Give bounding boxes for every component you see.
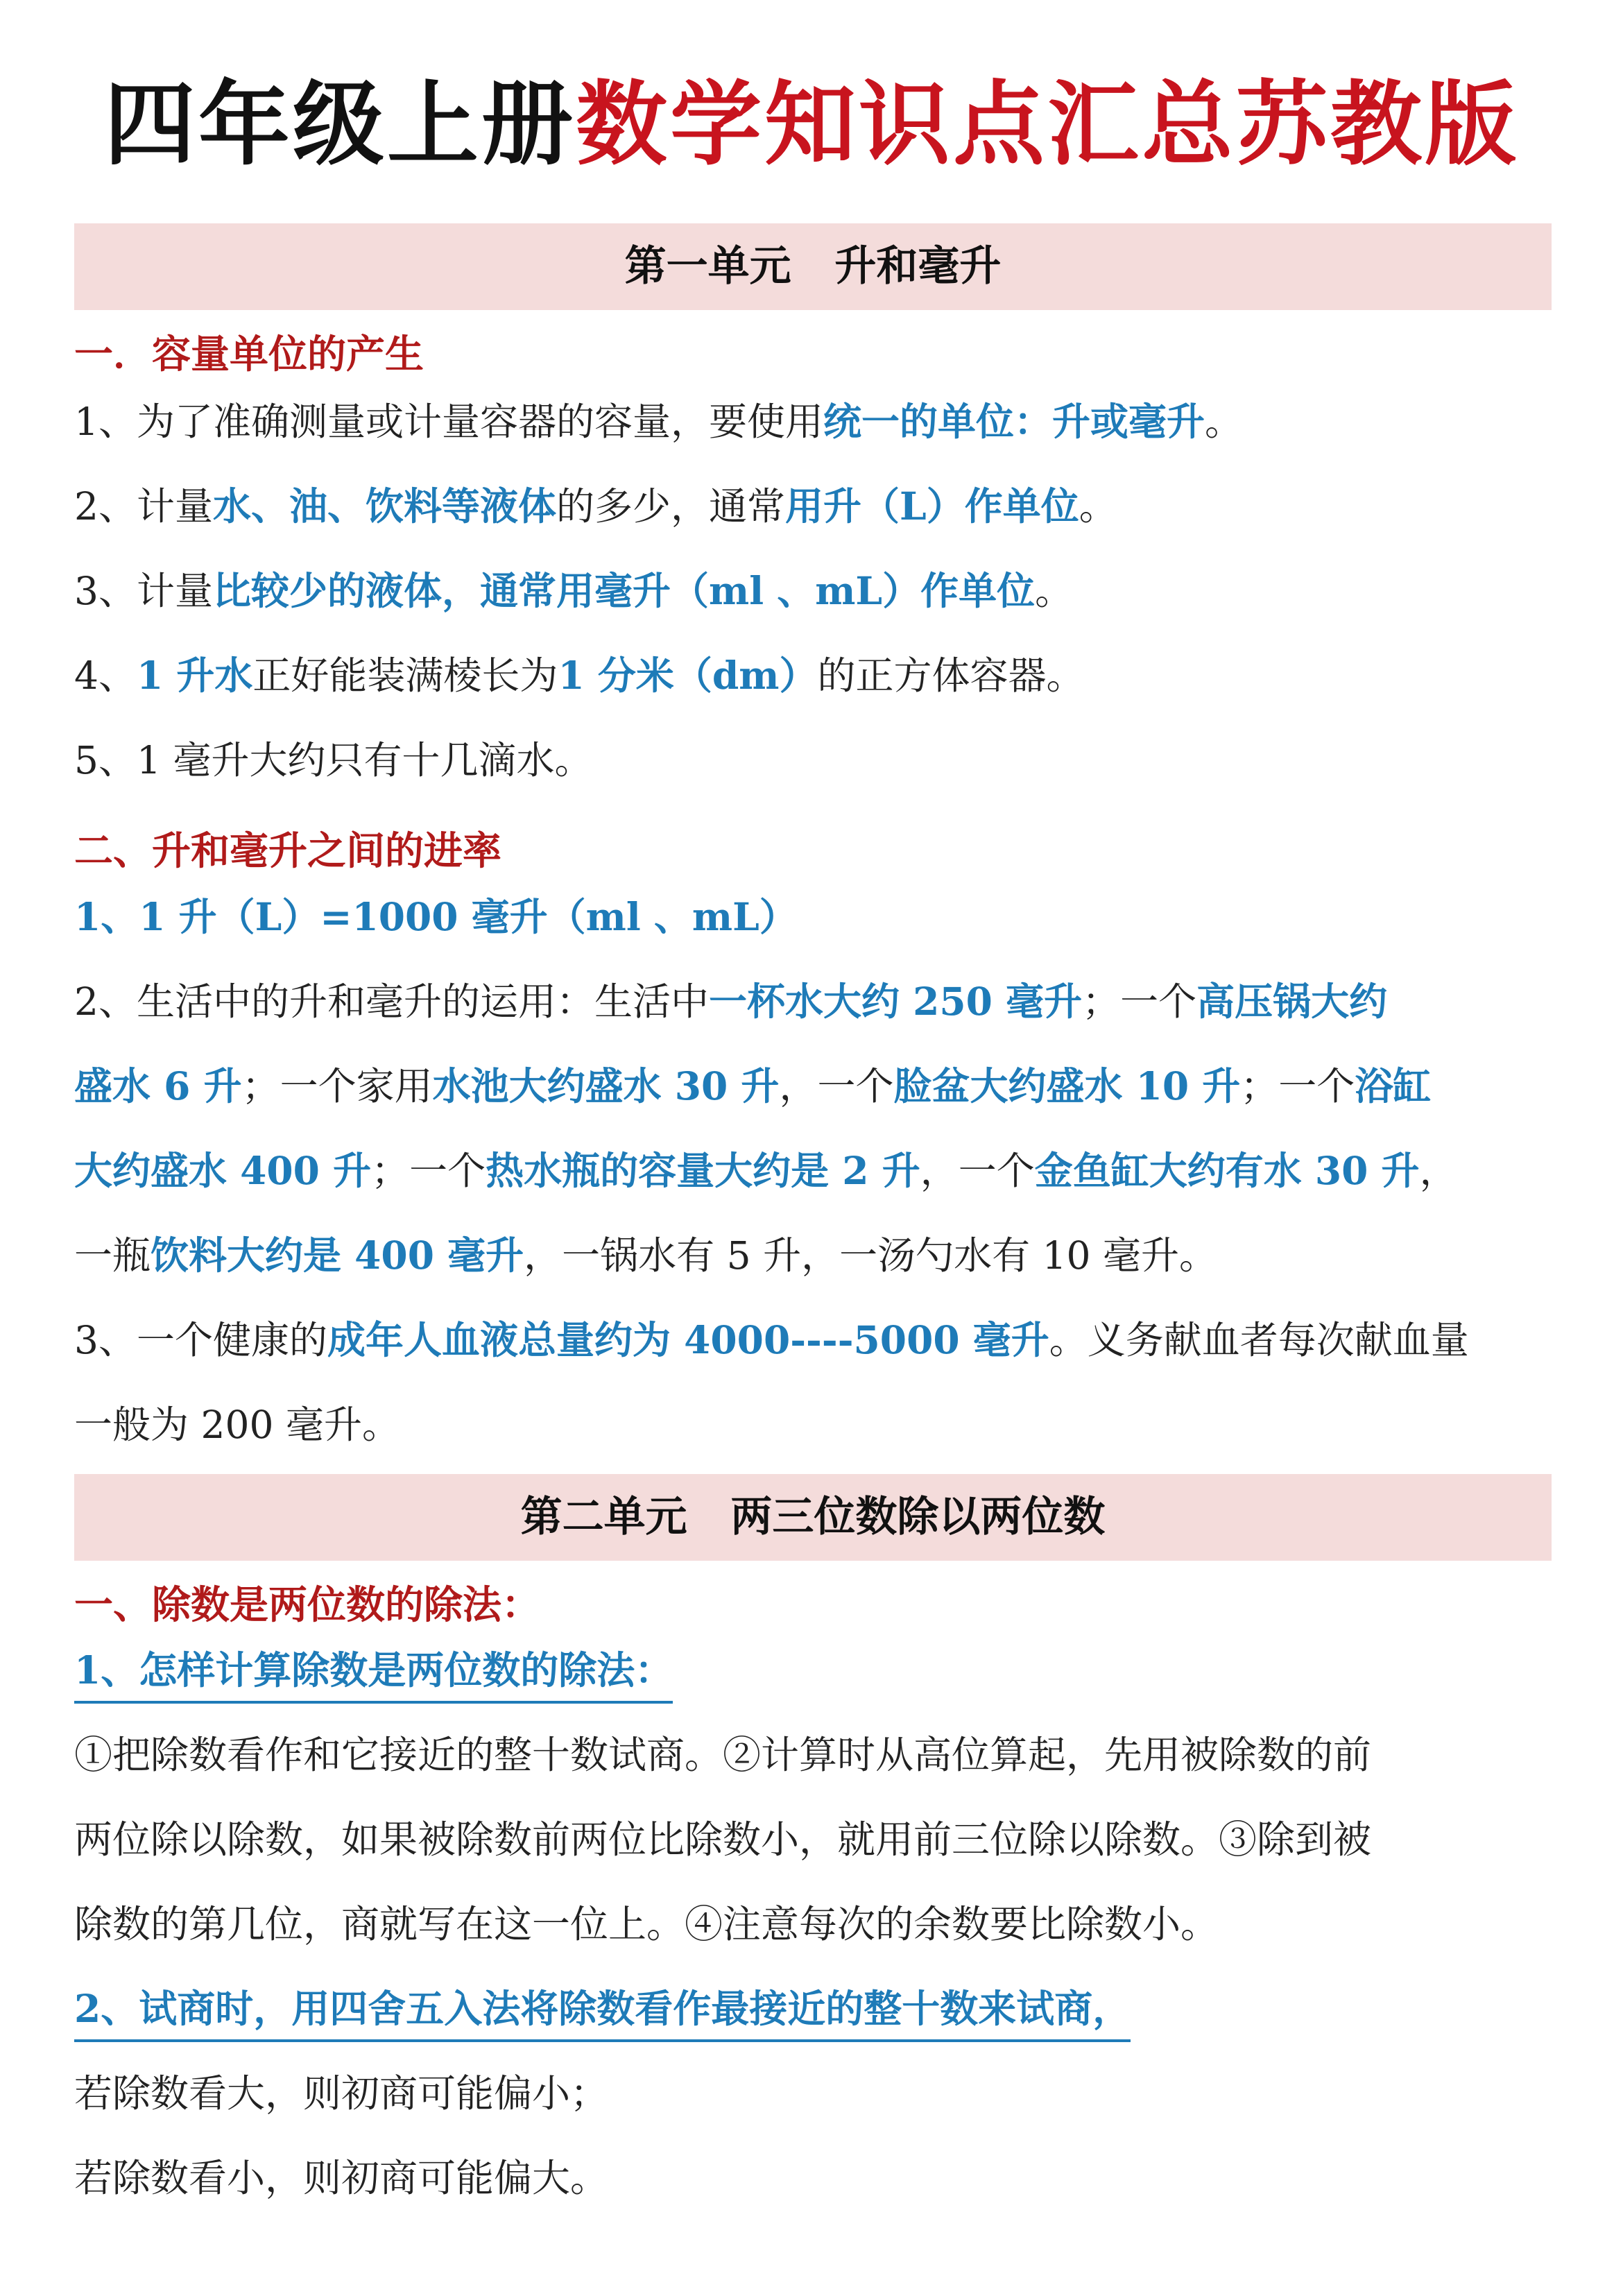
unit2-heading: 第二单元 两三位数除以两位数: [74, 1474, 1552, 1561]
highlight-run: 统一的单位：升或毫升: [823, 399, 1205, 444]
text-run: 。: [1079, 484, 1117, 529]
unit2-sec1-para1-row3: 除数的第几位，商就写在这一位上。④注意每次的余数要比除数小。: [74, 1902, 1219, 1946]
unit1-sec2-item3-row1: [74, 1312, 1558, 1368]
text-run: 3、计量: [74, 569, 213, 613]
unit1-sec1-item3: [74, 563, 1558, 619]
highlight-run: 比较少的液体，通常用毫升（ml 、mL）作单位: [213, 568, 1036, 613]
unit1-heading: 第一单元 升和毫升: [74, 223, 1552, 310]
highlight-run: 水、油、饮料等液体: [213, 483, 557, 529]
text-run: 3、一个健康的: [74, 1318, 327, 1362]
unit1-sec1-item4: [74, 648, 1558, 703]
highlight-run: 1 升水: [137, 653, 253, 698]
unit1-sec2-item3-row2: 一般为 200 毫升。: [74, 1403, 400, 1447]
highlight-run: 金鱼缸大约有水 30 升: [1034, 1148, 1420, 1193]
highlight-run: 1 分米（dm）: [558, 653, 818, 698]
highlight-run: 大约盛水 400 升: [74, 1148, 372, 1193]
highlight-run: 盛水 6 升: [74, 1063, 242, 1108]
text-run: 2、生活中的升和毫升的运用：生活中: [74, 979, 709, 1024]
text-run: 的多少，通常: [556, 484, 786, 529]
highlight-run: 脸盆大约盛水 10 升: [893, 1063, 1241, 1108]
unit1-sec2-item2-row1: [74, 974, 1558, 1029]
highlight-run: 高压锅大约: [1196, 979, 1388, 1024]
unit1-sec1-item2: [74, 479, 1558, 534]
highlight-run: 一杯水大约 250 毫升: [709, 979, 1083, 1024]
text-run: ，一个: [779, 1064, 894, 1108]
unit1-sec2-item2-row3: [74, 1143, 1558, 1199]
text-run: 2、计量: [74, 484, 213, 529]
text-run: 。: [1035, 569, 1074, 613]
text-run: ；一个: [1082, 979, 1197, 1024]
unit2-sec1-para1-row2: 两位除以除数，如果被除数前两位比除数小，就用前三位除以除数。③除到被: [74, 1817, 1372, 1862]
highlight-run: 成年人血液总量约为 4000----5000 毫升: [327, 1317, 1049, 1362]
text-run: 4、: [74, 653, 137, 698]
unit2-sec1-heading2: 2、试商时，用四舍五入法将除数看作最接近的整十数来试商，: [74, 1981, 1131, 2042]
text-run: ；一个: [371, 1149, 486, 1193]
unit2-sec1-title: 一、除数是两位数的除法：: [74, 1583, 540, 1628]
unit1-sec2-item2-row2: [74, 1059, 1558, 1114]
title-subject: 数学知识点汇总苏教版: [576, 71, 1519, 178]
unit1-sec1-title: 一．容量单位的产生: [74, 332, 424, 377]
unit2-sec1-line2: 若除数看小，则初商可能偏大。: [74, 2156, 609, 2200]
title-grade: 四年级上册: [104, 71, 576, 178]
text-run: ，一个: [920, 1149, 1035, 1193]
unit1-sec1-item5: 5、1 毫升大约只有十几滴水。: [74, 738, 593, 782]
text-run: 正好能装满棱长为: [252, 653, 558, 698]
highlight-run: 水池大约盛水 30 升: [432, 1063, 780, 1108]
unit1-sec1-item1: [74, 394, 1558, 449]
unit1-sec2-item2-row4: [74, 1228, 1558, 1283]
unit2-sec1-para1-row1: ①把除数看作和它接近的整十数试商。②计算时从高位算起，先用被除数的前: [74, 1733, 1372, 1777]
text-run: ，: [1419, 1149, 1458, 1193]
unit2-sec1-heading1: 1、怎样计算除数是两位数的除法：: [74, 1643, 673, 1704]
text-run: 的正方体容器。: [817, 653, 1085, 698]
text-run: ，一锅水有 5 升，一汤勺水有 10 毫升。: [524, 1233, 1218, 1278]
text-run: 。义务献血者每次献血量: [1049, 1318, 1469, 1362]
unit2-sec1-line1: 若除数看大，则初商可能偏小；: [74, 2071, 609, 2116]
text-run: ；一个: [1240, 1064, 1355, 1108]
highlight-run: 热水瓶的容量大约是 2 升: [486, 1148, 920, 1193]
page-title: [0, 66, 1623, 184]
text-run: 。: [1205, 400, 1244, 444]
text-run: 1、为了准确测量或计量容器的容量，要使用: [74, 400, 823, 444]
unit1-sec2-item1: 1、1 升（L）=1000 毫升（ml 、mL）: [74, 894, 798, 939]
highlight-run: 用升（L）作单位: [785, 483, 1079, 529]
unit1-sec2-title: 二、升和毫升之间的进率: [74, 829, 501, 874]
highlight-run: 饮料大约是 400 毫升: [151, 1233, 524, 1278]
highlight-run: 浴缸: [1355, 1063, 1432, 1108]
text-run: 一瓶: [74, 1233, 151, 1278]
text-run: ；一个家用: [241, 1064, 433, 1108]
